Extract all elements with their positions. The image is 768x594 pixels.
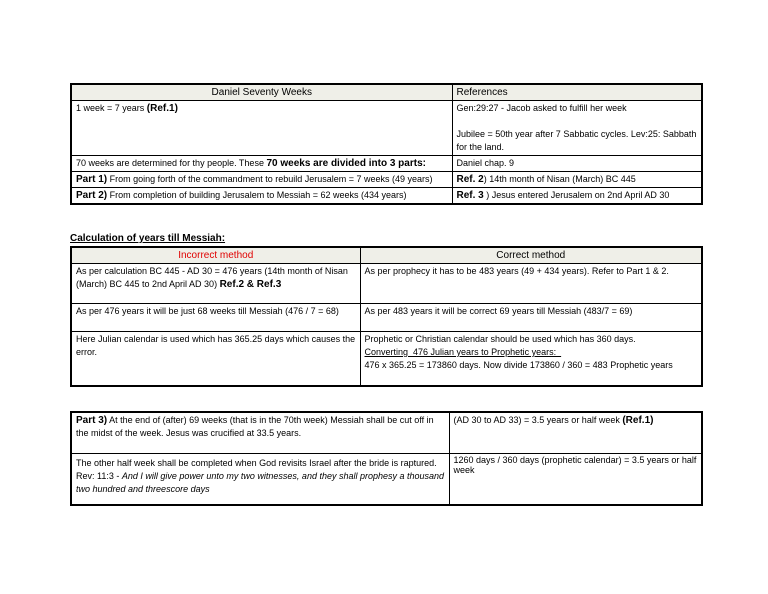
part3-label: Part 3): [76, 415, 108, 426]
daniel-chapter-cell: Daniel chap. 9: [452, 156, 702, 172]
ref2-text: ) 14th month of Nisan (March) BC 445: [483, 174, 636, 184]
incorrect-weeks-cell: As per 476 years it will be just 68 weeks till Messiah (476 / 7 = 68): [71, 304, 360, 332]
week-definition-text: 1 week = 7 years: [76, 103, 147, 113]
week-definition-cell: [71, 101, 452, 156]
table-header-row: [71, 84, 702, 101]
calculation-methods-table: [70, 246, 703, 387]
rev-reference: Rev: 11:3 -: [76, 470, 122, 481]
calculation-heading: Calculation of years till Messiah:: [70, 233, 226, 244]
half-week-text: (AD 30 to AD 33) = 3.5 years or half week: [453, 415, 623, 425]
table-header-row: [71, 247, 702, 264]
part3-text: At the end of (after) 69 weeks (that is in the 70th week) Messiah shall be cut off in the midst of the week. Jesus was crucified at 33.5 years.: [76, 415, 434, 438]
seventy-weeks-table: [70, 83, 703, 205]
other-half-week-cell: [71, 453, 449, 505]
prophetic-calendar-cell: [360, 332, 702, 386]
incorrect-calc-cell: [71, 264, 360, 304]
gen-reference: Gen:29:27 - Jacob asked to fulfill her week: [456, 103, 627, 113]
other-half-week-text: The other half week shall be completed when God revisits Israel after the bride is raptured.: [76, 457, 437, 468]
ref3-label: Ref. 3: [456, 190, 484, 201]
ref1-label: (Ref.1): [146, 103, 178, 114]
table-row: [71, 453, 702, 505]
three-parts-label: 70 weeks are divided into 3 parts:: [266, 158, 426, 169]
ref3-text: ) Jesus entered Jerusalem on 2nd April AD 30: [483, 190, 670, 200]
rev-quote: [76, 470, 445, 496]
incorrect-calc-text: As per calculation BC 445 - AD 30 = 476 years (14th month of Nisan (March) BC 445 to 2nd April AD 30): [76, 266, 348, 289]
part2-cell: [71, 188, 452, 205]
conversion-formula: 476 x 365.25 = 173860 days. Now divide 173860 / 360 = 483 Prophetic years: [364, 360, 673, 370]
header-correct-method: Correct method: [360, 247, 702, 264]
half-week-cell: [449, 412, 702, 453]
table-row: [71, 172, 702, 188]
references-cell: [452, 101, 702, 156]
header-daniel-seventy-weeks: Daniel Seventy Weeks: [71, 84, 452, 101]
table-row: [71, 188, 702, 205]
seventy-weeks-cell: [71, 156, 452, 172]
ref1-label: (Ref.1): [622, 415, 654, 426]
table-row: [71, 332, 702, 386]
jubilee-reference: Jubilee = 50th year after 7 Sabbatic cycles. Lev:25: Sabbath for the land.: [456, 129, 697, 152]
rev-quote-text: And I will give power unto my two witnesses, and they shall prophesy a thousand two hundred and threescore days: [76, 470, 445, 494]
part2-label: Part 2): [76, 190, 108, 201]
table-row: [71, 264, 702, 304]
converting-label: Converting 476 Julian years to Prophetic years:: [364, 347, 562, 357]
table-row: [71, 101, 702, 156]
part2-text: From completion of building Jerusalem to Messiah = 62 weeks (434 years): [107, 190, 407, 200]
table-row: [71, 304, 702, 332]
seventy-weeks-text: 70 weeks are determined for thy people. These: [76, 158, 267, 168]
ref3-cell: [452, 188, 702, 205]
ref2-ref3-label: Ref.2 & Ref.3: [219, 279, 282, 290]
prophetic-days-cell: 1260 days / 360 days (prophetic calendar) = 3.5 years or half week: [449, 453, 702, 505]
correct-weeks-cell: As per 483 years it will be correct 69 years till Messiah (483/7 = 69): [360, 304, 702, 332]
header-references: References: [452, 84, 702, 101]
part3-table: [70, 411, 703, 506]
part3-cell: [71, 412, 449, 453]
table-row: [71, 412, 702, 453]
correct-calc-cell: As per prophecy it has to be 483 years (49 + 434 years). Refer to Part 1 & 2.: [360, 264, 702, 304]
table-row: [71, 156, 702, 172]
part1-text: From going forth of the commandment to rebuild Jerusalem = 7 weeks (49 years): [107, 174, 433, 184]
header-incorrect-method: Incorrect method: [71, 247, 360, 264]
part1-cell: [71, 172, 452, 188]
ref2-cell: [452, 172, 702, 188]
part1-label: Part 1): [76, 174, 108, 185]
prophetic-calendar-text: Prophetic or Christian calendar should be used which has 360 days.: [364, 334, 636, 344]
julian-error-cell: Here Julian calendar is used which has 365.25 days which causes the error.: [71, 332, 360, 386]
ref2-label: Ref. 2: [456, 174, 484, 185]
